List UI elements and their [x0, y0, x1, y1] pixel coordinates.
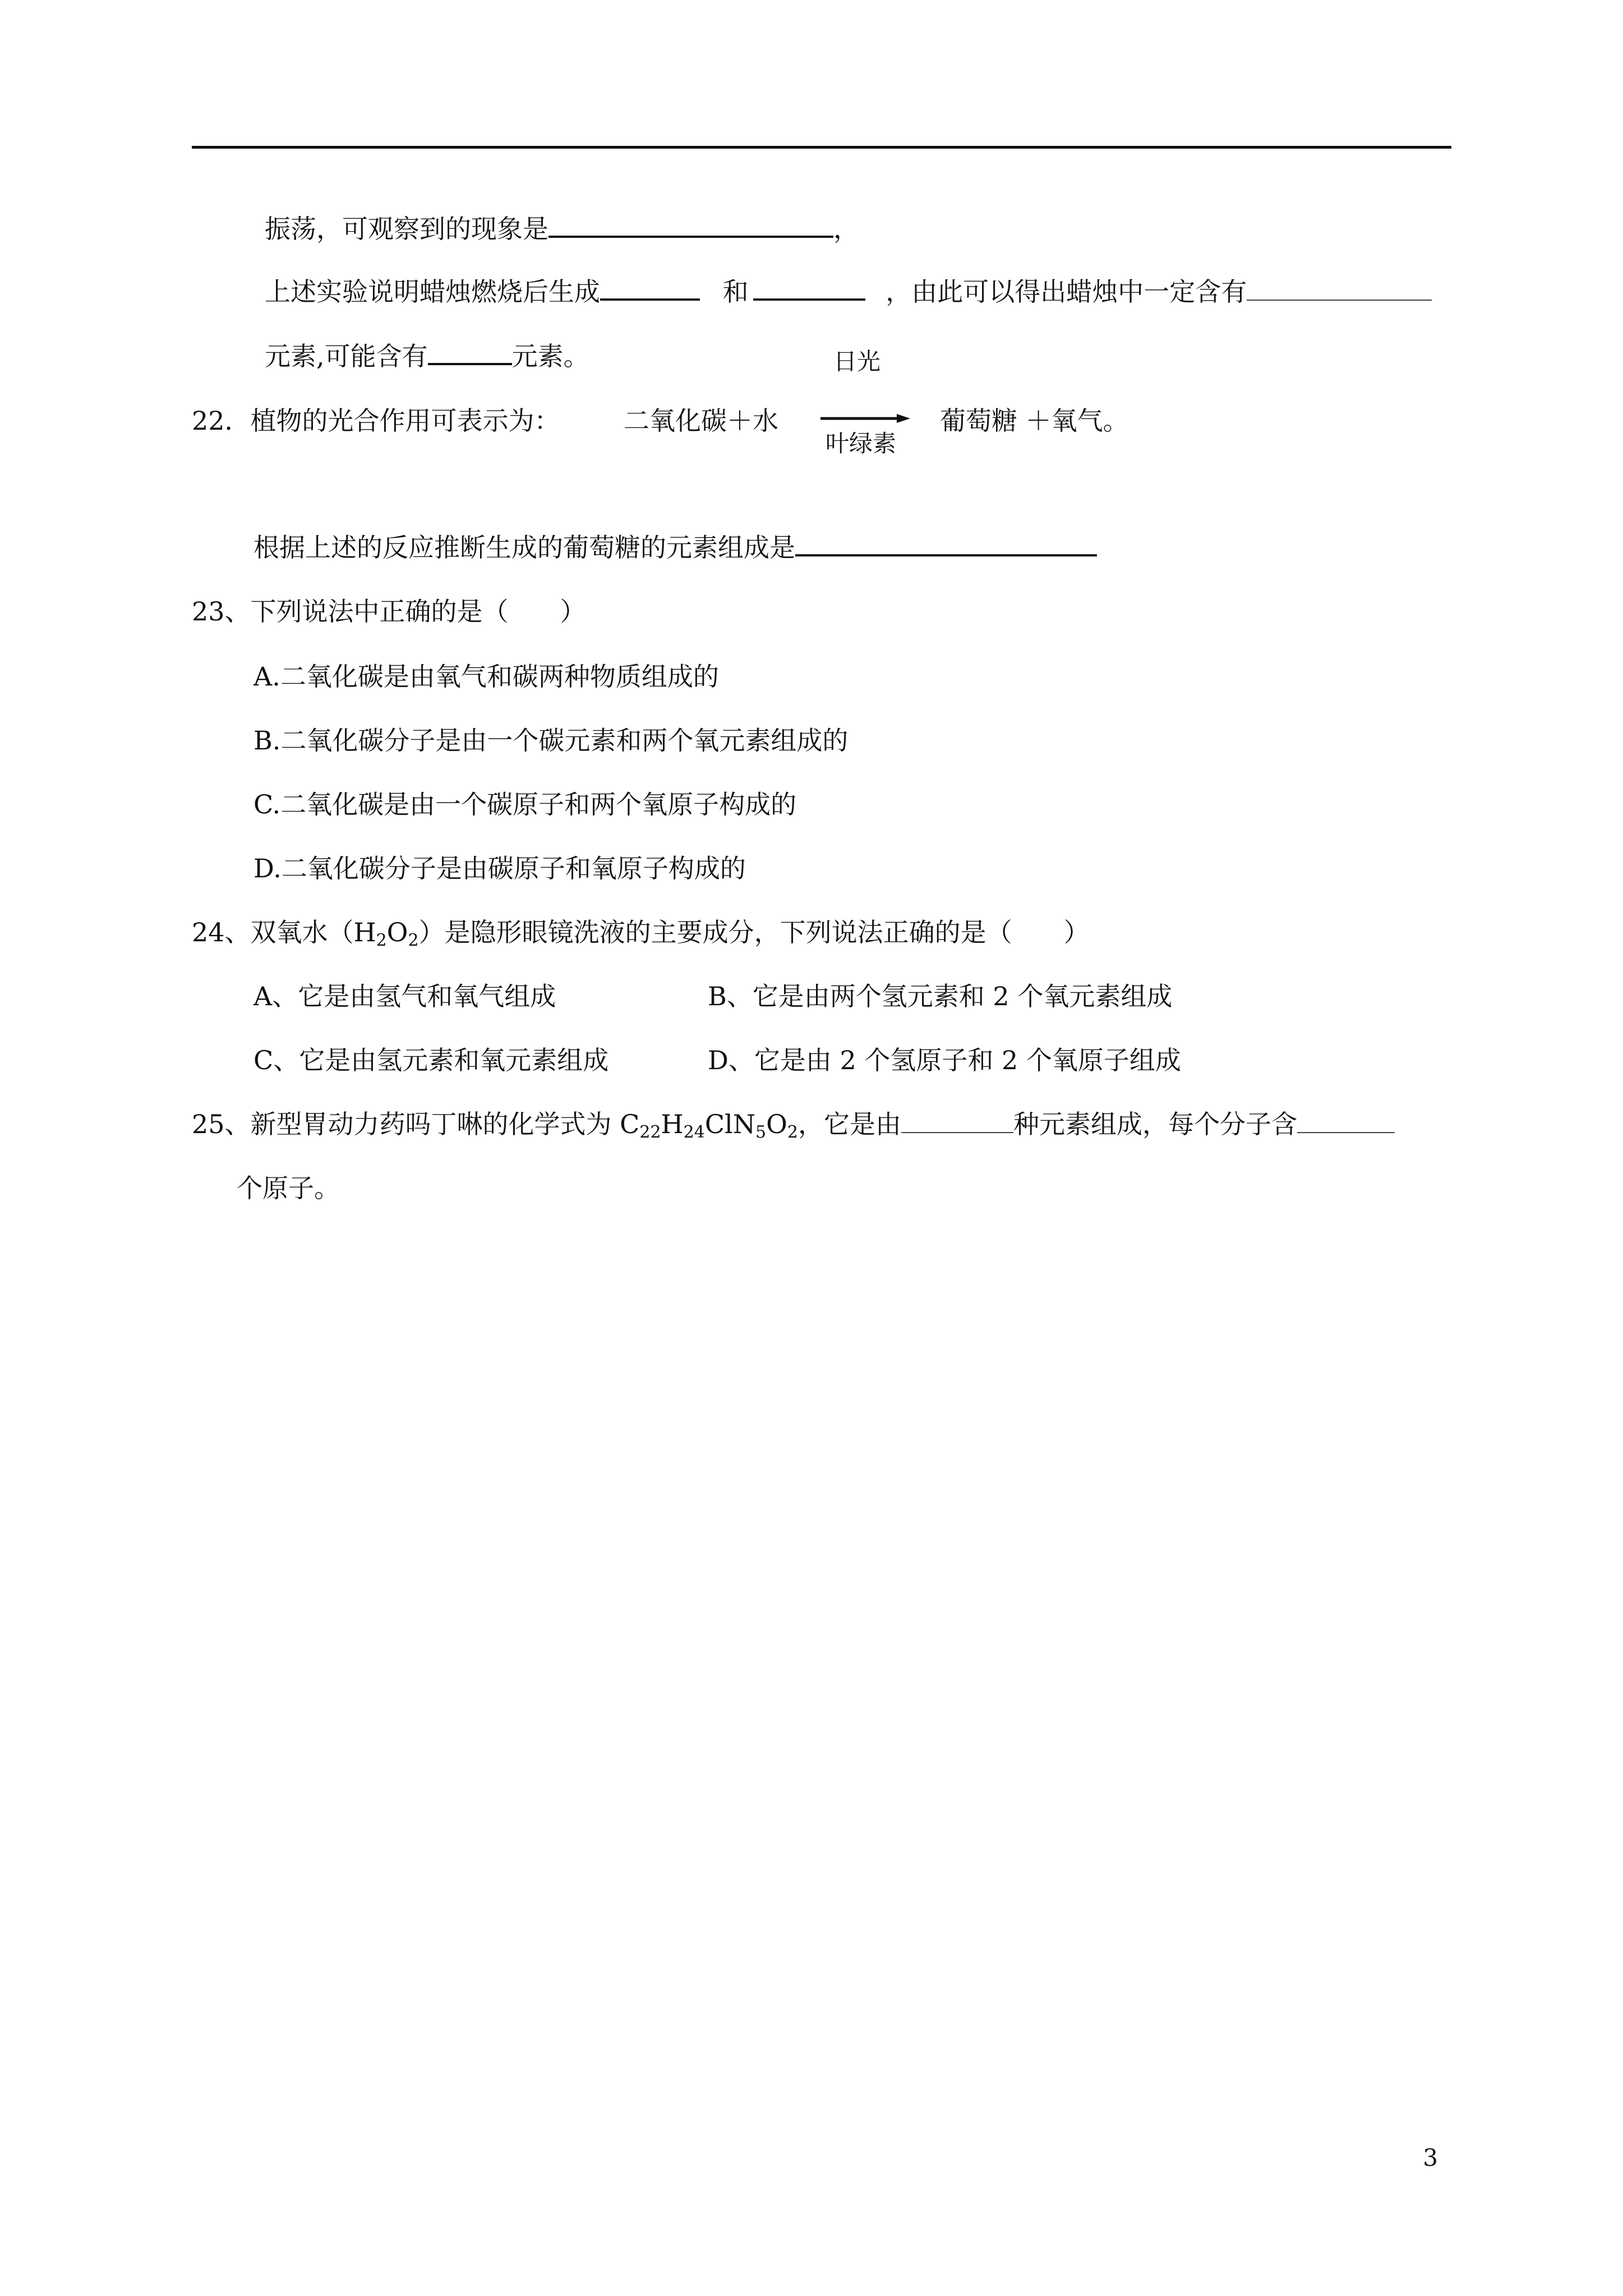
- q23-option-a[interactable]: A.二氧化碳是由氧气和碳两种物质组成的: [253, 661, 719, 692]
- q22-reactants: 二氧化碳＋水: [624, 406, 778, 436]
- q25-stem: 25、新型胃动力药吗丁啉的化学式为 $C_{22}H_{24}ClN_5O_2$，它是由 种元素组成，每个分子含: [192, 1107, 1395, 1141]
- q23-option-b[interactable]: B.二氧化碳分子是由一个碳元素和两个氧元素组成的: [253, 725, 849, 756]
- q23-option-c[interactable]: C.二氧化碳是由一个碳原子和两个氧原子构成的: [253, 789, 797, 820]
- q22-line: 22．植物的光合作用可表示为：: [192, 406, 560, 436]
- reaction-condition-bottom: 叶绿素: [826, 430, 897, 457]
- q25-blank-element-count[interactable]: [901, 1110, 1013, 1133]
- q22-products: 葡萄糖 ＋氧气。: [940, 406, 1129, 436]
- q21-blank-element-maybe[interactable]: [428, 341, 512, 365]
- q21-blank-product1[interactable]: [600, 276, 700, 301]
- page-number: 3: [1423, 2144, 1438, 2171]
- q24-option-a[interactable]: A、它是由氢气和氧气组成: [253, 981, 556, 1011]
- q23-option-d[interactable]: D.二氧化碳分子是由碳原子和氧原子构成的: [253, 853, 746, 884]
- q21-blank-product2[interactable]: [753, 276, 865, 301]
- q23-stem: 23、下列说法中正确的是（ ）: [192, 596, 586, 627]
- q25-line2: 个原子。: [237, 1173, 340, 1203]
- q24-stem: 24、双氧水$(H_2O_2)$是隐形眼镜洗液的主要成分，下列说法正确的是（ ）: [192, 917, 1090, 950]
- q24-option-c[interactable]: C、它是由氢元素和氧元素组成: [253, 1045, 609, 1075]
- q22-blank-answer[interactable]: [795, 532, 1097, 556]
- q22-question: 根据上述的反应推断生成的葡萄糖的元素组成是: [253, 531, 1097, 564]
- q21-line2: 上述实验说明蜡烛燃烧后生成 和 ，由此可以得出蜡烛中一定含有: [265, 275, 1432, 309]
- q21-line3: 元素,可能含有 元素。: [265, 341, 589, 371]
- header-rule: [192, 146, 1451, 149]
- q21-line1: 振荡，可观察到的现象是 ，: [265, 214, 859, 244]
- reaction-condition-top: 日光: [833, 348, 881, 375]
- q21-text: 振荡，可观察到的现象是: [265, 214, 548, 244]
- q24-option-d[interactable]: D、它是由 2 个氢原子和 2 个氧原子组成: [708, 1045, 1181, 1075]
- q21-blank-element-sure[interactable]: [1247, 277, 1432, 301]
- reaction-arrow-icon: [820, 413, 910, 424]
- q21-blank-phenomenon[interactable]: [548, 213, 833, 238]
- q25-blank-atom-count[interactable]: [1297, 1110, 1395, 1133]
- q24-option-b[interactable]: B、它是由两个氢元素和 2 个氧元素组成: [708, 981, 1173, 1011]
